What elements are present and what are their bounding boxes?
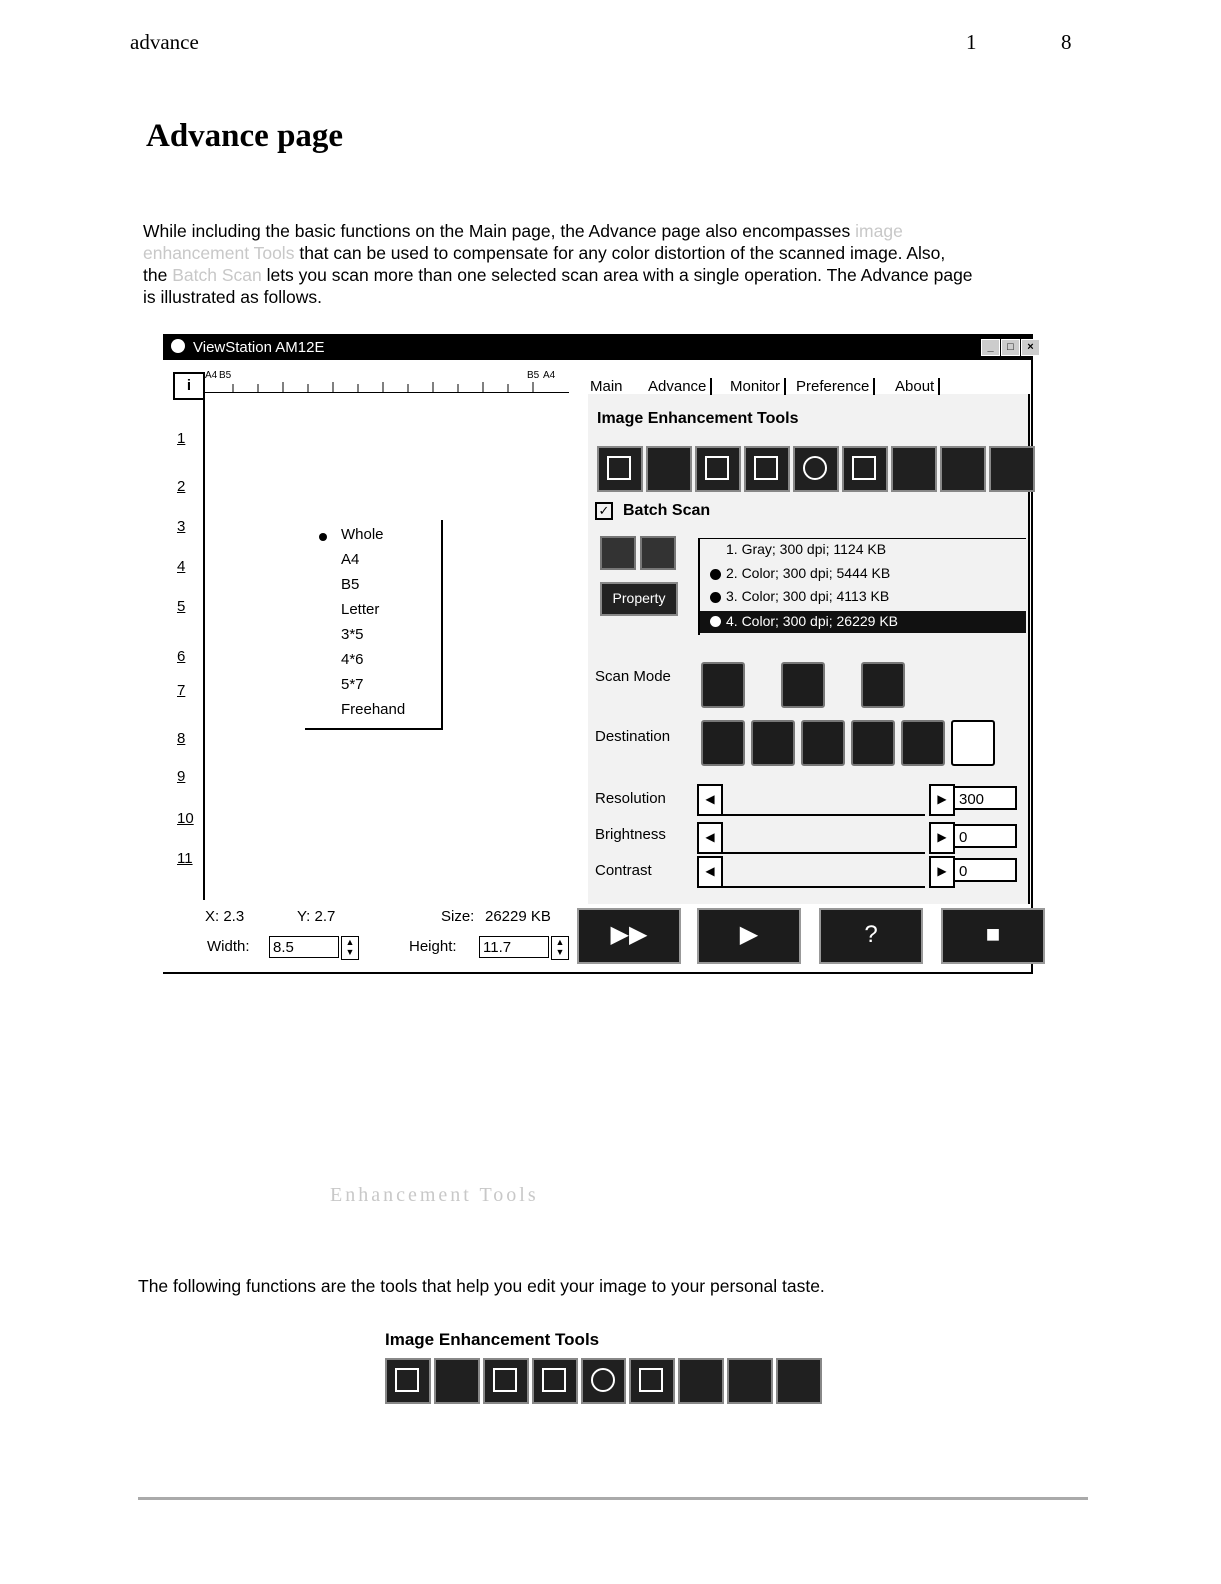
undo-icon[interactable] [989,446,1035,492]
window-title: ViewStation AM12E [193,339,325,356]
maximize-button[interactable]: □ [1001,339,1020,356]
brightness-right-arrow[interactable]: ▶ [929,822,955,854]
app-icon [171,339,185,353]
intro-line2-faint: enhancement Tools [143,243,295,263]
ruler-label: 5 [177,598,186,615]
ruler-label: 1 [177,430,186,447]
batch-item-4[interactable]: 4. Color; 300 dpi; 26229 KB [726,613,899,629]
dest-ocr-icon[interactable] [751,720,795,766]
intro-line2: that can be used to compensate for any color distortion of the scanned image. Also, [299,243,946,263]
ruler-top [203,372,569,393]
ruler-mark-a4-left[interactable]: A4 [205,370,218,381]
batch-bullet-icon [710,592,721,603]
status-size-value: 26229 KB [485,908,551,925]
intro-line3-faint: Batch Scan [172,265,262,285]
tab-advance[interactable]: Advance [648,378,712,395]
batch-item-4-selected[interactable] [700,611,1026,633]
menu-item-b5[interactable]: B5 [341,576,360,593]
invert-icon[interactable] [629,1358,675,1404]
section-heading-faint: Enhancement Tools [330,1184,539,1206]
minimize-button[interactable]: _ [981,339,1000,356]
ruler-label: 8 [177,730,186,747]
resolution-slider[interactable] [723,784,925,816]
dest-fax-icon[interactable] [901,720,945,766]
remove-batch-button[interactable] [640,536,676,570]
brightness-slider[interactable] [723,822,925,854]
help-button[interactable]: ? [819,908,923,964]
brightness-select[interactable]: 0 [953,824,1017,848]
batch-scan-heading: Batch Scan [623,502,711,519]
ruler-label: 3 [177,518,186,535]
dest-viewer-icon[interactable] [701,720,745,766]
magic-wand-icon[interactable] [727,1358,773,1404]
width-input[interactable]: 8.5 [269,936,339,958]
resolution-left-arrow[interactable]: ◀ [697,784,723,816]
intro-line1: While including the basic functions on the Main page, the Advance page also encompasses [143,221,851,241]
ruler-label: 4 [177,558,186,575]
intro-paragraph [143,220,1088,308]
ruler-label: 7 [177,682,186,699]
blank-tool-icon[interactable] [646,446,692,492]
contrast-select[interactable]: 0 [953,858,1017,882]
ruler-label: 10 [177,810,194,827]
destination-label: Destination [595,728,671,745]
ruler-left [173,400,205,900]
add-batch-button[interactable] [600,536,636,570]
contrast-label: Contrast [595,862,652,879]
hue-icon[interactable] [581,1358,627,1404]
menu-item-freehand[interactable]: Freehand [341,701,406,718]
hue-icon[interactable] [793,446,839,492]
batch-scan-button[interactable]: ▶▶ [577,908,681,964]
tab-main[interactable]: Main [590,378,623,395]
batch-bullet-icon [710,616,721,627]
menu-item-5x7[interactable]: 5*7 [341,676,364,693]
color-balance-icon[interactable] [744,446,790,492]
scan-mode-gray-icon[interactable] [781,662,825,708]
status-y: Y: 2.7 [297,908,336,925]
ruler-mark-b5-left[interactable]: B5 [219,370,232,381]
tab-monitor[interactable]: Monitor [730,378,786,395]
batch-bullet-icon [710,569,721,580]
tab-about[interactable]: About [895,378,940,395]
scan-mode-bw-icon[interactable] [861,662,905,708]
magic-wand-icon[interactable] [940,446,986,492]
intro-line4: is illustrated as follows. [143,287,322,307]
page-title: Advance page [146,118,344,154]
selected-bullet-icon [319,533,327,541]
save-settings-icon[interactable] [678,1358,724,1404]
resolution-label: Resolution [595,790,666,807]
scan-mode-label: Scan Mode [595,668,671,685]
enhancement-tools-strip-heading: Image Enhancement Tools [385,1330,600,1349]
contrast-left-arrow[interactable]: ◀ [697,856,723,888]
save-settings-icon[interactable] [891,446,937,492]
title-bar [163,334,1034,360]
stop-button[interactable]: ■ [941,908,1045,964]
tone-curve-icon[interactable] [597,446,643,492]
scan-size-menu [305,520,443,730]
property-button[interactable]: Property [600,582,678,616]
intro-line3b: lets you scan more than one selected scan area with a single operation. The Advance page [266,265,973,285]
contrast-slider[interactable] [723,856,925,888]
batch-list [698,538,1026,635]
ruler-label: 11 [177,850,193,867]
intro-line3a: the [143,265,168,285]
status-size-label: Size: [441,908,475,925]
enhancement-toolbar [597,446,1038,492]
scan-button[interactable]: ▶ [697,908,801,964]
header-page-num-2: 8 [1061,30,1072,54]
enhancement-tools-heading: Image Enhancement Tools [597,410,799,427]
enhancement-tools-strip [385,1330,825,1404]
dest-email-icon[interactable] [851,720,895,766]
tools-description: The following functions are the tools that help you edit your image to your personal taste. [138,1276,825,1296]
resolution-select[interactable]: 300 [953,786,1017,810]
ruler-mark-a4-right[interactable]: A4 [543,370,556,381]
invert-icon[interactable] [842,446,888,492]
ruler-label: 9 [177,768,186,785]
brightness-left-arrow[interactable]: ◀ [697,822,723,854]
menu-item-3x5[interactable]: 3*5 [341,626,364,643]
height-stepper[interactable]: ▲ ▼ [551,936,569,960]
info-button[interactable]: i [173,372,205,400]
menu-item-4x6[interactable]: 4*6 [341,651,364,668]
batch-item-3[interactable]: 3. Color; 300 dpi; 4113 KB [726,588,890,604]
width-label: Width: [207,938,250,955]
batch-item-1[interactable]: 1. Gray; 300 dpi; 1124 KB [726,541,887,557]
header-label: advance [130,30,199,54]
tab-preference[interactable]: Preference [796,378,875,395]
height-label: Height: [409,938,457,955]
footer-divider [138,1497,1088,1500]
ruler-label: 2 [177,478,186,495]
blank-tool-icon[interactable] [434,1358,480,1404]
batch-item-2[interactable]: 2. Color; 300 dpi; 5444 KB [726,565,891,581]
status-x: X: 2.3 [205,908,245,925]
dest-printer-icon[interactable] [801,720,845,766]
header-page-num-1: 1 [966,30,977,54]
ruler-label: 6 [177,648,186,665]
scan-mode-color-icon[interactable] [701,662,745,708]
intro-line1-faint: image [855,221,903,241]
undo-icon[interactable] [776,1358,822,1404]
color-balance-icon[interactable] [532,1358,578,1404]
ruler-mark-b5-right[interactable]: B5 [527,370,540,381]
height-input[interactable]: 11.7 [479,936,549,958]
tone-curve-icon[interactable] [385,1358,431,1404]
menu-item-whole[interactable]: Whole [341,526,384,543]
menu-item-letter[interactable]: Letter [341,601,380,618]
contrast-right-arrow[interactable]: ▶ [929,856,955,888]
brightness-label: Brightness [595,826,666,843]
menu-item-a4[interactable]: A4 [341,551,360,568]
histogram-icon[interactable] [695,446,741,492]
app-window [163,334,1033,974]
width-stepper[interactable]: ▲ ▼ [341,936,359,960]
batch-scan-checkbox[interactable]: ✓ [595,502,613,520]
dest-file-icon[interactable] [951,720,995,766]
close-button[interactable]: × [1021,339,1040,356]
resolution-right-arrow[interactable]: ▶ [929,784,955,816]
histogram-icon[interactable] [483,1358,529,1404]
